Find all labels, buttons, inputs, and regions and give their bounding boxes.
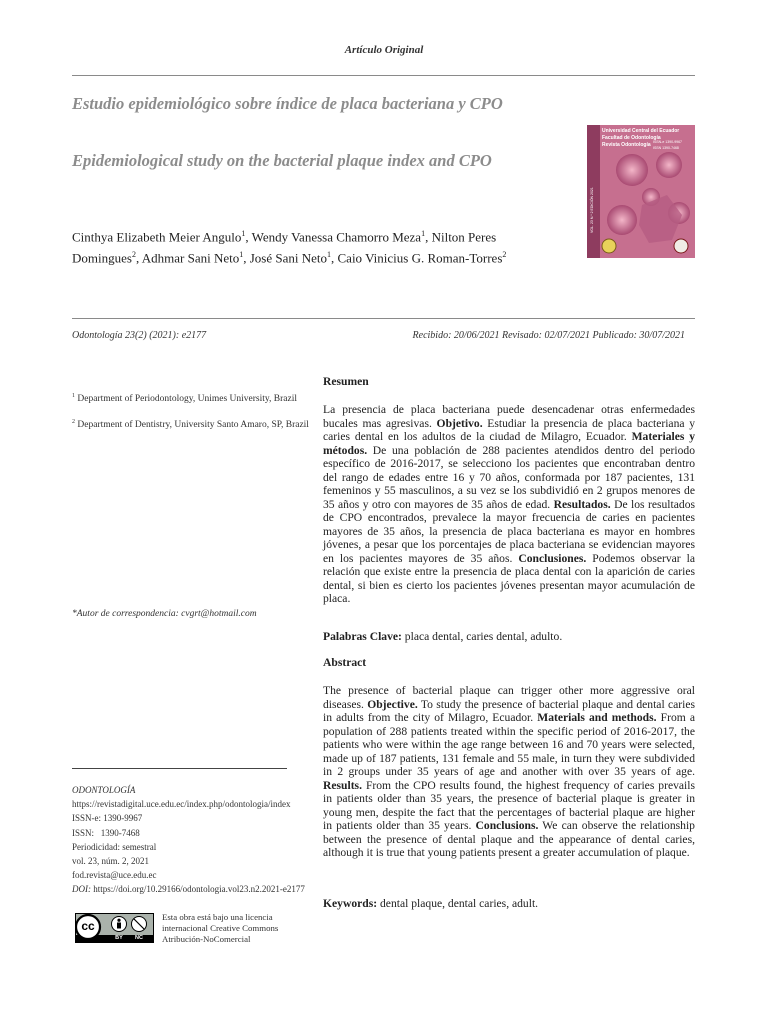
volume: vol. 23, núm. 2, 2021	[72, 856, 150, 867]
cover-university: Universidad Central del Ecuador	[602, 128, 680, 134]
cc-by-label: BY	[115, 935, 123, 941]
doi-line	[72, 882, 312, 896]
resumen-text: De una población de 288 pacientes atendidos dentro del periodo específico de 2016-2017, se selecciono los pacientes que encontraban dentro del rango de edades entre 16 y 70 años, conformada por 187 pacientes, 131 femeninos y 55 masculinos, a su vez se los subdividió en 2 grupos menores de 35 años y otro con mayores de 35 años de edad.	[323, 443, 695, 511]
abstract-text: To study the presence of bacterial plaque and dental caries in adults from the city of Milagro, Ecuador.	[323, 697, 696, 724]
abstract-heading: Abstract	[323, 656, 367, 669]
affiliation	[72, 416, 312, 432]
author-affiliation-mark: 1	[327, 249, 331, 259]
resumen-text: La presencia de placa bacteriana puede desencadenar otras enfermedades bucales mas agresivas.	[323, 403, 695, 430]
cc-license-badge[interactable]	[75, 913, 154, 943]
abstract-keyword: Materials and methods.	[537, 711, 657, 724]
resumen-text: Podemos observar la relación que existe entre la presencia de placa dental con la aparición de caries dental, si bien es cierto los pacientes jóvenes presentan mayor acumulación de placa.	[323, 551, 695, 605]
authors-rule	[72, 318, 695, 319]
abstract-text: The presence of bacterial plaque can trigger other more aggressive oral diseases.	[323, 684, 695, 711]
author-affiliation-mark: 1	[241, 229, 246, 238]
affiliation-mark: 2	[72, 419, 75, 425]
issn-e: ISSN-e: 1390-9967	[72, 813, 143, 824]
affiliation	[72, 390, 312, 406]
cc-symbol: cc	[81, 919, 95, 933]
affiliation-text: Department of Periodontology, Unimes University, Brazil	[75, 394, 297, 405]
journal-email-link[interactable]: fod.revista@uce.edu.ec	[72, 870, 157, 881]
author-affiliation-mark: 2	[502, 249, 507, 259]
palabras-clave-label: Palabras Clave:	[323, 630, 402, 643]
author-name: Cinthya Elizabeth Meier Angulo	[72, 229, 242, 245]
cc-nc-label: NC	[135, 935, 143, 941]
doi-label: DOI:	[72, 884, 91, 895]
resumen-keyword: Resultados.	[553, 497, 611, 511]
title-spanish: Estudio epidemiológico sobre índice de placa bacteriana y CPO	[72, 94, 503, 113]
cover-faculty: Facultad de Odontología	[602, 135, 661, 141]
resumen-heading: Resumen	[323, 375, 369, 388]
author-name: , José Sani Neto	[243, 250, 327, 266]
author-list	[72, 225, 532, 267]
abstract-text: From the CPO results found, the highest frequency of caries prevails in patients older than 35 years, the presence of bacterial plaque is greater in young men, despite the fact that the percentages of bacterial plaque are higher in patients older than 35 years.	[323, 778, 695, 832]
abstract-keyword: Conclusions.	[475, 819, 539, 832]
author-name: , Adhmar Sani Neto	[135, 250, 240, 266]
resumen-text: De los resultados de CPO encontrados, prevalece la mayor frecuencia de caries en pacientes mayores de 35 años, la presencia de placa bacteriana es mayor en hombres jóvenes, a pesar que los porcentajes de placa bacteriana se evidencian mayores en los pacientes mayores de 35 años.	[323, 497, 695, 565]
affiliation-text: Department of Dentistry, University Santo Amaro, SP, Brazil	[75, 420, 309, 431]
journal-name: ODONTOLOGÍA	[72, 785, 136, 795]
resumen-keyword: Objetivo.	[436, 416, 483, 430]
citation: Odontología 23(2) (2021): e2177	[72, 330, 207, 341]
journal-info-rule	[72, 768, 287, 769]
header-rule	[72, 75, 695, 76]
publication-dates: Recibido: 20/06/2021 Revisado: 02/07/2021 Publicado: 30/07/2021	[412, 330, 685, 341]
resumen-keyword: Materiales y métodos.	[323, 430, 695, 457]
cover-spine-text: VOL. 23 N.º 2 EDICIÓN 2021	[590, 187, 594, 233]
cover-issn: ISSN 1390-7468	[653, 146, 679, 150]
palabras-clave-text: placa dental, caries dental, adulto.	[401, 630, 563, 643]
author-affiliation-mark: 1	[421, 229, 426, 238]
license-text: Esta obra está bajo una licencia internacional Creative Commons Atribución-NoComercial	[162, 912, 279, 944]
cover-journal: Revista Odontología	[602, 142, 651, 148]
keywords-label: Keywords:	[323, 897, 378, 910]
doi-link[interactable]: https://doi.org/10.29166/odontologia.vol23.n2.2021-e2177	[91, 884, 305, 895]
journal-url-link[interactable]: https://revistadigital.uce.edu.ec/index.php/odontologia/index	[72, 799, 291, 810]
abstract-keyword: Results.	[323, 778, 362, 792]
title-english: Epidemiological study on the bacterial plaque index and CPO	[72, 151, 492, 170]
periodicity: Periodicidad: semestral	[72, 841, 157, 852]
section-label: Artículo Original	[344, 44, 424, 56]
journal-info	[72, 783, 312, 897]
cover-issn-e: ISSN-e 1390-9967	[653, 140, 682, 144]
correspondence: *Autor de correspondencia: cvgrt@hotmail.com	[72, 609, 257, 619]
palabras-clave	[323, 630, 695, 644]
author-name: , Nilton Peres Domingues	[72, 229, 497, 266]
resumen-keyword: Conclusiones.	[518, 551, 587, 565]
author-name: , Caio Vinicius G. Roman-Torres	[331, 250, 503, 266]
author-affiliation-mark: 2	[131, 249, 136, 259]
issn: ISSN: 1390-7468	[72, 827, 140, 838]
keywords	[323, 897, 695, 911]
keywords-text: dental plaque, dental caries, adult.	[377, 897, 539, 910]
resumen-body	[323, 403, 695, 606]
abstract-keyword: Objective.	[367, 697, 418, 711]
abstract-text: From a population of 288 patients treated within the specific period of 2016-2017, the patients who were within the age range between 16 and 70 years were selected, made up of 187 patients, 131 female and 55 male, in turn they were subdivided in 2 groups under 35 years of age and another with over 35 years of age.	[323, 711, 695, 778]
affiliation-mark: 1	[72, 393, 75, 399]
author-affiliation-mark: 1	[239, 249, 244, 259]
resumen-text: Estudiar la presencia de placa bacteriana y caries dental en los adultos de la ciudad de Milagro, Ecuador.	[323, 416, 696, 443]
abstract-text: We can observe the relationship between the presence of dental plaque and the appearance of dental caries, although it is true that young patients present a greater accumulation of plaque.	[323, 819, 695, 859]
journal-cover-image	[587, 125, 695, 258]
author-name: , Wendy Vanessa Chamorro Meza	[245, 229, 422, 245]
abstract-body	[323, 684, 695, 860]
